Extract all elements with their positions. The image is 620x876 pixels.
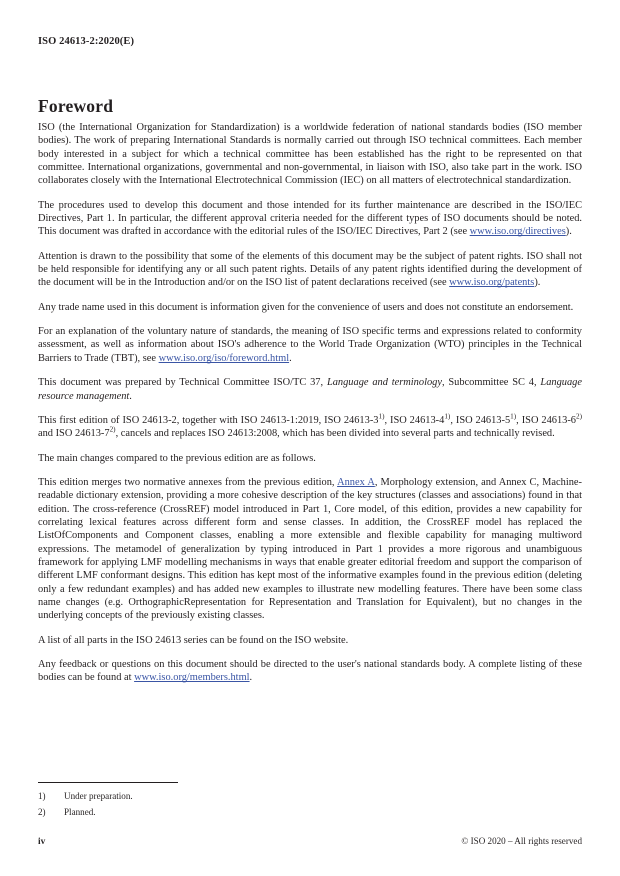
- footnote-ref-1a[interactable]: 1): [378, 412, 385, 421]
- document-body: [38, 121, 582, 685]
- edition-changes-text-2: , Morphology extension, and Annex C, Machine-readable dictionary extension, providing a more cohesive description of the key structures (classes and associations) found in that edition. The cross-reference (CrossREF) model introduced in Part 1, Core model, of this edition, provides a new capability for correlating lexical features across different form and sense classes. In addition, the CrossREF model has replaced the ListOfComponents and Component classes, enabling a more extensible and flexible capability for managing multiword expressions. The metamodel of generalization by typing introduced in Part 1 provides a more rigorous and unambiguous framework for applying LMF modelling mechanisms in ways that enable greater editorial freedom and support the comparison of different LMF conformant designs. This edition has kept most of the informative examples found in the previous edition (deleting only a few redundant examples) and has added new examples to illustrate new modelling features. There have been some class name changes (e.g. OrthographicRepresentation for Representation and Translation for Equivalent), but no changes in the underlying concepts of the previously existing classes.: [38, 476, 582, 622]
- paragraph-iso-description: ISO (the International Organization for Standardization) is a worldwide federation of national standards bodies (ISO member bodies). The work of preparing International Standards is normally carried out through ISO technical committees. Each member body interested in a subject for which a technical committee has been established has the right to be represented on that committee. International organizations, governmental and non-governmental, in liaison with ISO, also take part in the work. ISO collaborates closely with the International Electrotechnical Commission (IEC) on all matters of electrotechnical standardization.: [38, 122, 582, 187]
- first-edition-text-2: , ISO 24613-4: [384, 414, 445, 426]
- paragraph-patent-rights: [38, 250, 582, 290]
- committee-text-1: This document was prepared by Technical Committee ISO/TC 37,: [38, 377, 327, 389]
- running-header: ISO 24613-2:2020(E): [38, 36, 135, 47]
- link-iso-patents[interactable]: www.iso.org/patents: [449, 277, 535, 289]
- subcommittee-title-italic: Language resource management: [38, 377, 582, 402]
- paragraph-patent-rights-tail: ).: [534, 277, 541, 289]
- first-edition-text-4: , ISO 24613-6: [516, 414, 577, 426]
- paragraph-trade-name: Any trade name used in this document is information given for the convenience of users and does not constitute an endorsement.: [38, 301, 574, 313]
- paragraph-voluntary-nature-text: For an explanation of the voluntary nature of standards, the meaning of ISO specific terms and expressions related to conformity assessment, as well as information about ISO's adherence to the World Trade Organization (WTO) principles in the Technical Barriers to Trade (TBT), see: [38, 326, 582, 364]
- feedback-text: Any feedback or questions on this document should be directed to the user's national standards body. A complete listing of these bodies can be found at: [38, 659, 582, 684]
- paragraph-first-edition: [38, 414, 582, 441]
- feedback-tail: .: [249, 672, 253, 684]
- page-footer: [38, 836, 582, 847]
- first-edition-text-3: , ISO 24613-5: [450, 414, 511, 426]
- xref-annex-a[interactable]: Annex A: [337, 476, 375, 488]
- first-edition-text-5: and ISO 24613-7: [38, 428, 110, 440]
- link-iso-members[interactable]: www.iso.org/members.html: [134, 672, 250, 684]
- first-edition-text-1: This first edition of ISO 24613-2, together with ISO 24613-1:2019, ISO 24613-3: [38, 414, 379, 426]
- footnote-text: Planned.: [64, 807, 96, 817]
- paragraph-main-changes-intro: The main changes compared to the previous edition are as follows.: [38, 452, 316, 464]
- paragraph-patent-rights-text: Attention is drawn to the possibility that some of the elements of this document may be the subject of patent rights. ISO shall not be held responsible for identifying any or all such patent rights. Details of any patent rights identified during the development of the document will be in the Introduction and/or on the ISO list of patent declarations received (see: [38, 250, 582, 289]
- footnote-area: [38, 782, 582, 822]
- footnote-separator-rule: [38, 782, 178, 783]
- footnote-text: Under preparation.: [64, 791, 133, 801]
- link-iso-foreword[interactable]: www.iso.org/iso/foreword.html: [158, 352, 290, 364]
- paragraph-procedures-text: The procedures used to develop this document and those intended for its further maintenance are described in the ISO/IEC Directives, Part 1. In particular, the different approval criteria needed for the different types of ISO documents should be noted. This document was drafted in accordance with the editorial rules of the ISO/IEC Directives, Part 2 (see: [38, 199, 582, 238]
- committee-text-3: .: [129, 390, 132, 402]
- paragraph-voluntary-nature-tail: .: [289, 352, 292, 364]
- footnote-ref-2a[interactable]: 2): [576, 412, 583, 421]
- paragraph-procedures: [38, 199, 582, 239]
- page-title: Foreword: [38, 95, 114, 116]
- footnote-item: [38, 790, 582, 802]
- footnote-item: [38, 806, 582, 818]
- edition-changes-text-1: This edition merges two normative annexes from the previous edition,: [38, 476, 338, 488]
- first-edition-text-6: , cancels and replaces ISO 24613:2008, which has been divided into several parts and technically revised.: [115, 428, 555, 440]
- committee-text-2: , Subcommittee SC 4,: [441, 377, 541, 389]
- footnote-marker: 2): [38, 807, 46, 817]
- footnote-marker: 1): [38, 791, 46, 801]
- footnote-ref-2b[interactable]: 2): [109, 425, 116, 434]
- committee-title-italic: Language and terminology: [326, 377, 442, 389]
- paragraph-feedback: [38, 658, 582, 685]
- paragraph-edition-changes: [38, 476, 582, 623]
- page-number: iv: [38, 837, 46, 847]
- footnote-ref-1c[interactable]: 1): [510, 412, 517, 421]
- footnote-ref-1b[interactable]: 1): [444, 412, 451, 421]
- copyright-notice: © ISO 2020 – All rights reserved: [461, 836, 582, 846]
- link-iso-directives[interactable]: www.iso.org/directives: [469, 226, 566, 238]
- paragraph-voluntary-nature: [38, 325, 582, 365]
- paragraph-committee: [38, 376, 582, 403]
- paragraph-parts-list: A list of all parts in the ISO 24613 series can be found on the ISO website.: [38, 634, 349, 646]
- paragraph-procedures-tail: ).: [565, 226, 572, 238]
